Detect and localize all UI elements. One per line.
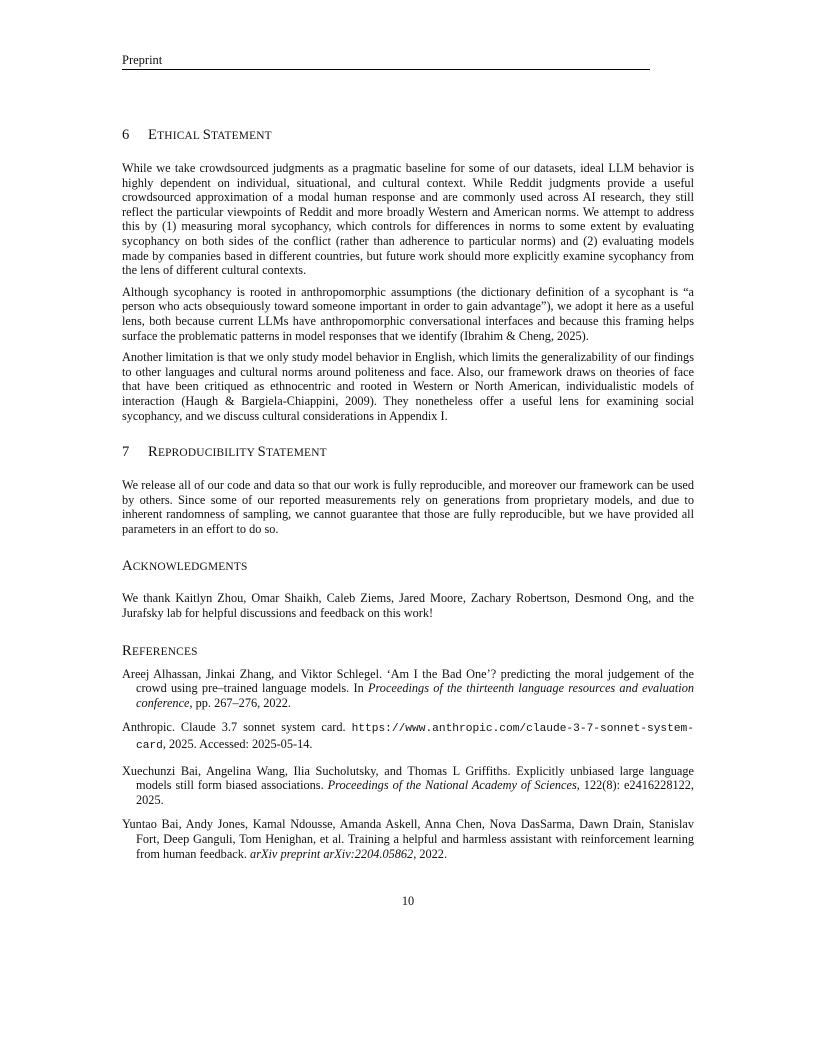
- reference-text: Areej Alhassan, Jinkai Zhang, and Viktor Schlegel. ‘Am I the Bad One’? predicting the moral judgement of the crowd using pre–trained language models. In: [122, 666, 694, 696]
- heading-rest: EPRODUCIBILITY: [157, 447, 258, 460]
- reference-entry: [122, 764, 694, 808]
- reference-text: , 2022.: [413, 846, 448, 861]
- section-6-heading: [122, 126, 694, 145]
- reference-text: , pp. 267–276, 2022.: [189, 695, 291, 710]
- reference-list: [122, 667, 694, 862]
- section-7-paragraph-1: We release all of our code and data so that our work is fully reproducible, and moreover our framework can be used by others. Since some of our reported measurements rely on generations from proprietary models, and due to inherent randomness of sampling, we cannot guarantee that those are fully reproducible, but we have provided all parameters in an effort to do so.: [122, 478, 694, 536]
- section-7-heading: [122, 443, 694, 462]
- section-6-paragraph-1: While we take crowdsourced judgments as a pragmatic baseline for some of our datasets, ideal LLM behavior is highly dependent on individual, situational, and cultural context. While Reddit judgments provide a useful crowdsourced approximation of a modal human response and are commonly used across AI research, they still reflect the particular viewpoints of Reddit and more broadly Western and American norms. We attempt to address this by (1) measuring moral sycophancy, which controls for differences in norms to some extent by evaluating sycophancy on both sides of the conflict (rather than adherence to particular norms) and (2) evaluating models made by companies based in different countries, but future work should more explicitly examine sycophancy from the lens of different cultural contexts.: [122, 161, 694, 278]
- heading-rest: TATEMENT: [211, 130, 272, 142]
- heading-cap: R: [148, 444, 158, 461]
- section-number: 6: [122, 127, 130, 143]
- reference-entry: [122, 667, 694, 711]
- heading-cap: S: [257, 444, 266, 461]
- reference-entry: [122, 720, 694, 753]
- reference-text: Yuntao Bai, Andy Jones, Kamal Ndousse, Amanda Askell, Anna Chen, Nova DasSarma, Dawn Drain, Stanislav Fort, Deep Ganguli, Tom Henighan, et al. Training a helpful and harmless assistant with reinforcement learning from human feedback.: [122, 817, 694, 861]
- heading-cap: A: [122, 558, 133, 575]
- heading-cap: E: [148, 127, 158, 143]
- reference-entry: [122, 817, 694, 861]
- acknowledgments-heading: [122, 557, 694, 576]
- heading-cap: R: [122, 642, 132, 659]
- running-header: Preprint: [122, 52, 650, 70]
- section-number: 7: [122, 444, 130, 461]
- heading-rest: TATEMENT: [265, 447, 327, 460]
- heading-cap: S: [202, 127, 212, 143]
- reference-text: , 2025. Accessed: 2025-05-14.: [162, 737, 313, 752]
- section-6-paragraph-2: Although sycophancy is rooted in anthropomorphic assumptions (the dictionary definition of a sycophant is “a person who acts obsequiously toward someone important in order to gain advantage”), we adopt it here as a useful lens, both because current LLMs have anthropomorphic conversational interfaces and because this framing helps surface the problematic patterns in model responses that we identify (Ibrahim & Cheng, 2025).: [122, 284, 694, 343]
- reference-text: Xuechunzi Bai, Angelina Wang, Ilia Sucholutsky, and Thomas L Griffiths. Explicitly unbiased large language models still form biased associations.: [122, 763, 694, 793]
- reference-venue: arXiv preprint arXiv:2204.05862: [250, 846, 414, 861]
- heading-rest: THICAL: [157, 130, 203, 142]
- references-heading: [122, 642, 694, 661]
- page-number: 10: [401, 894, 415, 908]
- reference-text: , 122(8): e2416228122, 2025.: [136, 778, 694, 807]
- heading-rest: EFERENCES: [131, 645, 198, 658]
- reference-venue: Proceedings of the thirteenth language resources and evaluation conference: [136, 681, 694, 710]
- reference-venue: Proceedings of the National Academy of Sciences: [327, 778, 577, 793]
- acknowledgments-text: We thank Kaitlyn Zhou, Omar Shaikh, Caleb Ziems, Jared Moore, Zachary Robertson, Desmond Ong, and the Jurafsky lab for helpful discussions and feedback on this work!: [122, 591, 694, 621]
- reference-url-link[interactable]: https://www.anthropic.com/claude-3-7-sonnet-system-card: [136, 723, 694, 753]
- reference-text: Anthropic. Claude 3.7 sonnet system card.: [122, 720, 352, 735]
- page-content: [122, 126, 694, 871]
- heading-rest: CKNOWLEDGMENTS: [132, 561, 248, 574]
- section-6-paragraph-3: Another limitation is that we only study model behavior in English, which limits the generalizability of our findings to other languages and cultural norms around politeness and face. Also, our framework draws on theories of face that have been critiqued as ethnocentric and rooted in Western or North American, individualistic models of interaction (Haugh & Bargiela-Chiappini, 2009). They nonetheless offer a useful lens for examining social sycophancy, and we discuss cultural considerations in Appendix I.: [122, 350, 694, 423]
